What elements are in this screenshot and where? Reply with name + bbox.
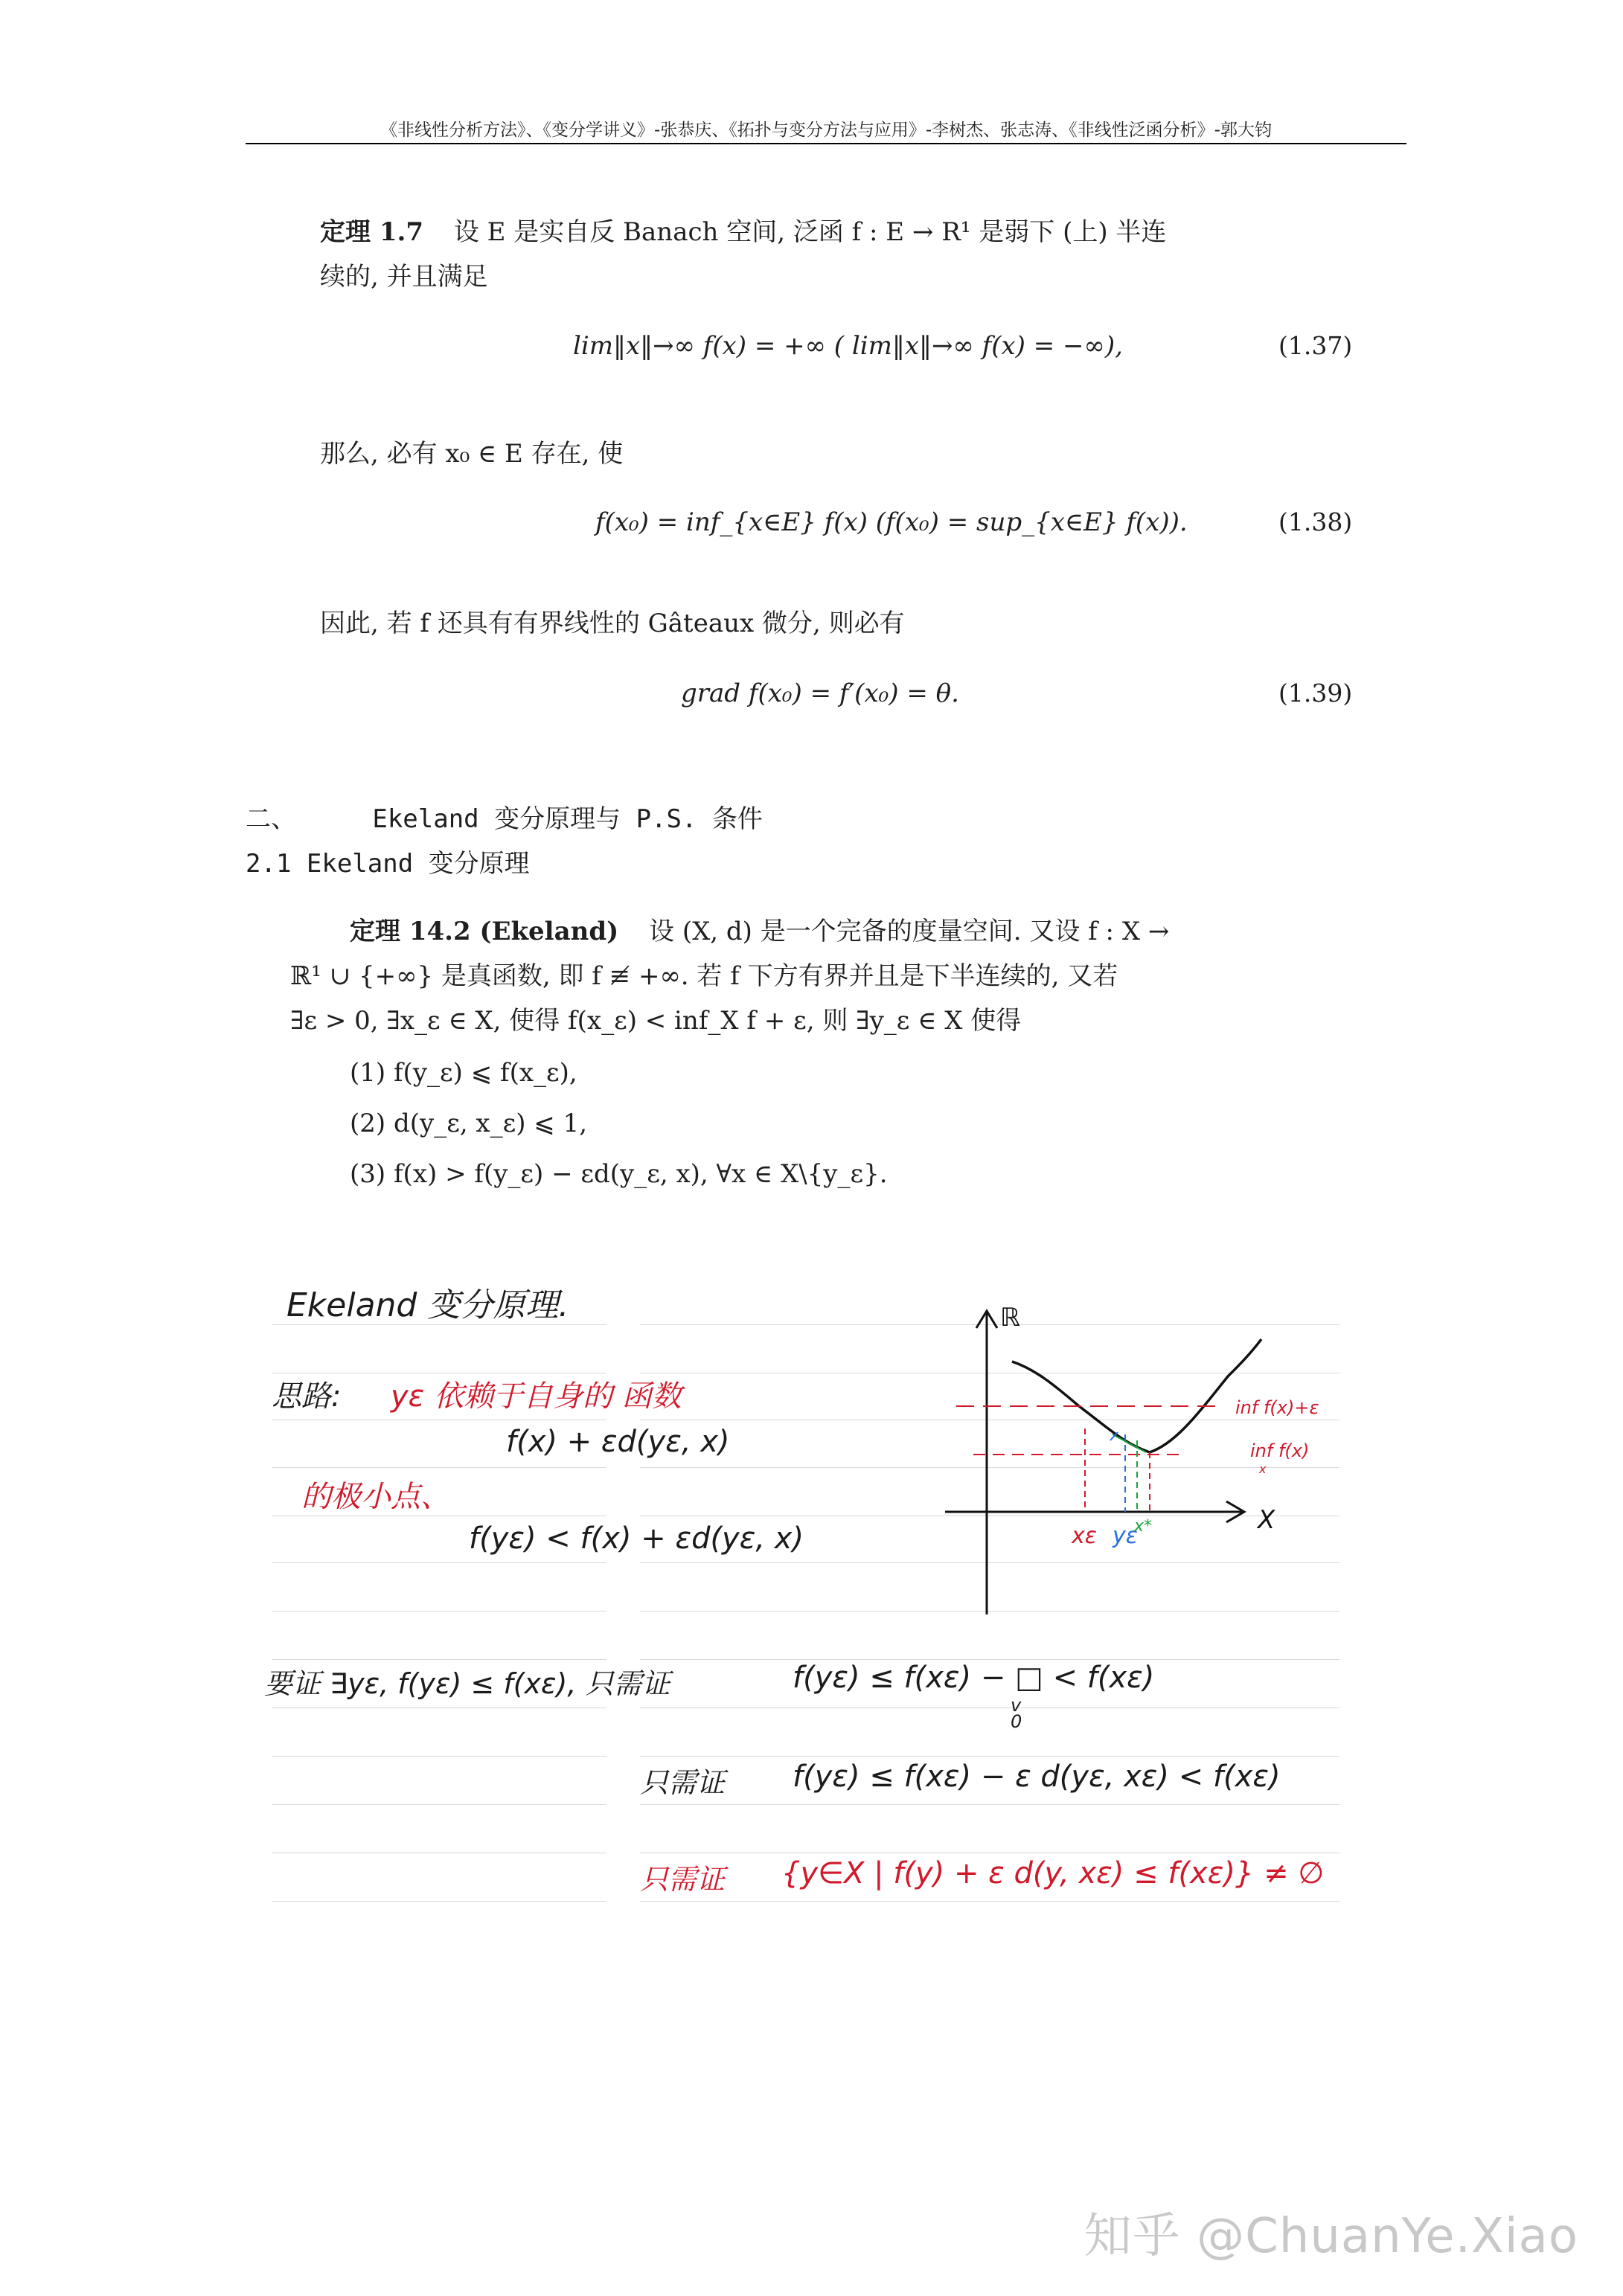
notes-step2-left: 只需证	[640, 1766, 726, 1799]
notes-step3-right: {y∈X | f(y) + ε d(y, xε) ≤ f(xε)} ≠ ∅	[781, 1856, 1325, 1891]
ruled-line	[640, 1756, 1339, 1757]
notes-step1-sub: v	[1011, 1695, 1022, 1716]
equation-1-39-number: (1.39)	[1278, 679, 1353, 708]
ruled-line	[272, 1611, 606, 1612]
ruled-line	[640, 1659, 1339, 1660]
theorem-1-7-line2: 续的, 并且满足	[320, 262, 488, 292]
ruled-line	[640, 1804, 1339, 1805]
ruled-line	[272, 1707, 606, 1708]
equation-1-37-number: (1.37)	[1278, 331, 1353, 360]
theorem-1-7-label: 定理 1.7	[320, 217, 423, 247]
equation-1-38-number: (1.38)	[1278, 507, 1353, 536]
ruled-line	[272, 1467, 606, 1468]
section-subheading: 2.1 Ekeland 变分原理	[246, 849, 530, 879]
label-inf-sub: x	[1259, 1462, 1267, 1476]
header-rule	[246, 143, 1406, 144]
notes-idea-label: 思路:	[272, 1379, 342, 1414]
ruled-line	[272, 1562, 606, 1563]
section-heading: 二、 Ekeland 变分原理与 P.S. 条件	[246, 804, 763, 834]
label-inf-plus-eps: inf f(x)+ε	[1235, 1397, 1319, 1418]
equation-1-38: f(x₀) = inf_{x∈E} f(x) (f(x₀) = sup_{x∈E} f(x)).	[595, 507, 1188, 537]
function-curve	[1012, 1339, 1261, 1452]
theorem-14-2-line3: ∃ε > 0, ∃x_ε ∈ X, 使得 f(x_ε) < inf_X f + ε, 则 ∃y_ε ∈ X 使得	[290, 1006, 1022, 1036]
label-x-star: x*	[1134, 1517, 1153, 1536]
x-axis-label: X	[1258, 1505, 1275, 1535]
notes-title: Ekeland 变分原理.	[286, 1286, 569, 1324]
theorem-14-2-label: 定理 14.2 (Ekeland)	[350, 917, 619, 946]
equation-1-39: grad f(x₀) = f′(x₀) = θ.	[681, 679, 959, 708]
theorem-14-2-item-1: (1) f(y_ε) ⩽ f(x_ε),	[350, 1058, 577, 1088]
notes-step1-left: 要证 ∃yε, f(yε) ≤ f(xε), 只需证	[264, 1667, 670, 1700]
theorem-14-2-line1	[290, 909, 1384, 954]
page-header: 《非线性分析方法》、《变分学讲义》-张恭庆、《拓扑与变分方法与应用》-李树杰、张志涛、《非线性泛函分析》-郭大钧	[380, 121, 1272, 140]
notes-idea-formula: f(x) + εd(yε, x)	[506, 1425, 730, 1459]
y-axis-label: ℝ	[1000, 1303, 1020, 1333]
ruled-line	[272, 1756, 606, 1757]
theorem-14-2-line2: ℝ¹ ∪ {+∞} 是真函数, 即 f ≢ +∞. 若 f 下方有界并且是下半连续的, 又若	[290, 961, 1118, 991]
label-inf: inf f(x)	[1250, 1440, 1310, 1461]
theorem-1-7-hence: 因此, 若 f 还具有有界线性的 Gâteaux 微分, 则必有	[320, 609, 905, 638]
label-y-eps: yε	[1113, 1523, 1138, 1549]
label-x-eps: xε	[1072, 1523, 1097, 1549]
theorem-14-2-text-line1: 设 (X, d) 是一个完备的度量空间. 又设 f : X →	[649, 917, 1170, 946]
ruled-line	[640, 1707, 1339, 1708]
notes-inequality: f(yε) < f(x) + εd(yε, x)	[469, 1521, 804, 1556]
notes-step1-right: f(yε) ≤ f(xε) − □ < f(xε)	[793, 1661, 1155, 1695]
notes-step3-left: 只需证	[640, 1863, 726, 1896]
notes-min-point: 的极小点、	[301, 1480, 450, 1514]
equation-1-37: lim‖x‖→∞ f(x) = +∞ ( lim‖x‖→∞ f(x) = −∞),	[573, 331, 1123, 361]
notes-step1-sub2: 0	[1011, 1711, 1022, 1732]
theorem-14-2-item-2: (2) d(y_ε, x_ε) ⩽ 1,	[350, 1109, 588, 1138]
ruled-line	[640, 1901, 1339, 1902]
theorem-14-2-item-3: (3) f(x) > f(y_ε) − εd(y_ε, x), ∀x ∈ X\{y_ε}.	[350, 1159, 888, 1189]
watermark: 知乎 @ChuanYe.Xiao	[1083, 2209, 1578, 2264]
theorem-1-7-then: 那么, 必有 x₀ ∈ E 存在, 使	[320, 439, 624, 469]
ruled-line	[272, 1659, 606, 1660]
ruled-line	[272, 1804, 606, 1805]
notes-step2-right: f(yε) ≤ f(xε) − ε d(yε, xε) < f(xε)	[793, 1760, 1281, 1794]
ekeland-sketch-graph	[923, 1295, 1369, 1622]
theorem-1-7-line1: 设 E 是实自反 Banach 空间, 泛函 f : E → R¹ 是弱下 (上) 半连	[453, 217, 1167, 247]
marker-green-stroke	[1113, 1434, 1146, 1452]
theorem-1-7-statement	[320, 210, 1369, 254]
notes-idea-red: yε 依赖于自身的 函数	[391, 1379, 682, 1414]
ruled-line	[272, 1901, 606, 1902]
